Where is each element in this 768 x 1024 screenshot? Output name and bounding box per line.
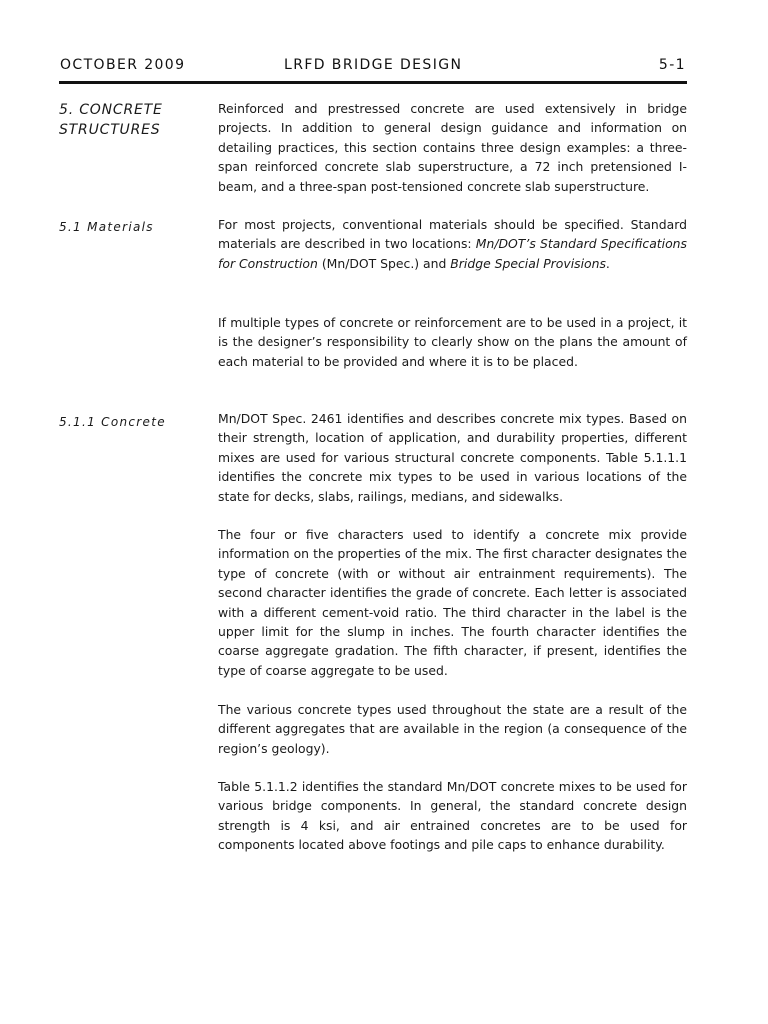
chapter-intro-paragraph: Reinforced and prestressed concrete are used extensively in bridge projects. In addition to general design guidance and information on detailing practices, this section contains three design examples: a three-span reinforced concrete slab superstructure, a 72 inch pretensioned I-beam, and a three-span post-tensioned concrete slab superstructure. <box>218 101 687 194</box>
concrete-paragraph-4-block <box>218 777 687 855</box>
concrete-paragraph-2-block <box>218 525 687 680</box>
header-date: OCTOBER 2009 <box>60 57 186 73</box>
header-title: LRFD BRIDGE DESIGN <box>284 57 463 73</box>
concrete-paragraph-4: Table 5.1.1.2 identifies the standard Mn/DOT concrete mixes to be used for various bridge components. In general, the standard concrete design strength is 4 ksi, and air entrained concretes are to be used for components located above footings and pile caps to enhance durability. <box>218 779 687 853</box>
section-5-1-1-heading: 5.1.1 Concrete <box>59 415 166 429</box>
section-5-1-heading: 5.1 Materials <box>59 220 154 234</box>
materials-paragraph-2: If multiple types of concrete or reinforcement are to be used in a project, it is the designer’s responsibility to clearly show on the plans the amount of each material to be provided and where it is to be placed. <box>218 315 687 369</box>
materials-p1-text-c: . <box>605 255 610 271</box>
materials-p1-text-b: (Mn/DOT Spec.) and <box>317 255 451 271</box>
running-header <box>60 57 686 77</box>
section-5-1-body-2 <box>218 313 687 371</box>
materials-p1-text-a: For most projects, conventional materials should be specified. Standard materials are described in two locations: <box>218 217 687 252</box>
concrete-paragraph-3: The various concrete types used throughout the state are a result of the different aggregates that are available in the region (a consequence of the region’s geology). <box>218 702 687 756</box>
concrete-paragraph-3-block <box>218 700 687 758</box>
standard-specifications-reference: Mn/DOT’s Standard Specifications for Construction <box>218 236 687 271</box>
chapter-heading-line2: STRUCTURES <box>59 122 161 138</box>
concrete-paragraph-1-block <box>218 409 687 506</box>
header-page-number: 5-1 <box>658 57 686 73</box>
chapter-heading-line1: 5. CONCRETE <box>59 102 163 118</box>
materials-paragraph-1 <box>218 215 687 273</box>
header-rule <box>59 81 687 84</box>
concrete-paragraph-2: The four or five characters used to identify a concrete mix provide information on the properties of the mix. The first character designates the type of concrete (with or without air entrainment requirements). The second character identifies the grade of concrete. Each letter is associated with a different cement-void ratio. The third character in the label is the upper limit for the slump in inches. The fourth character identifies the coarse aggregate gradation. The fifth character, if present, identifies the type of coarse aggregate to be used. <box>218 527 687 678</box>
section-5-1-body <box>218 215 687 273</box>
chapter-heading <box>59 100 209 140</box>
bridge-special-provisions-reference: Bridge Special Provisions <box>450 255 606 271</box>
chapter-intro-block <box>218 99 687 196</box>
concrete-paragraph-1: Mn/DOT Spec. 2461 identifies and describes concrete mix types. Based on their strength, location of application, and durability properties, different mixes are used for various structural concrete components. Table 5.1.1.1 identifies the concrete mix types to be used in various locations of the state for decks, slabs, railings, medians, and sidewalks. <box>218 411 687 504</box>
